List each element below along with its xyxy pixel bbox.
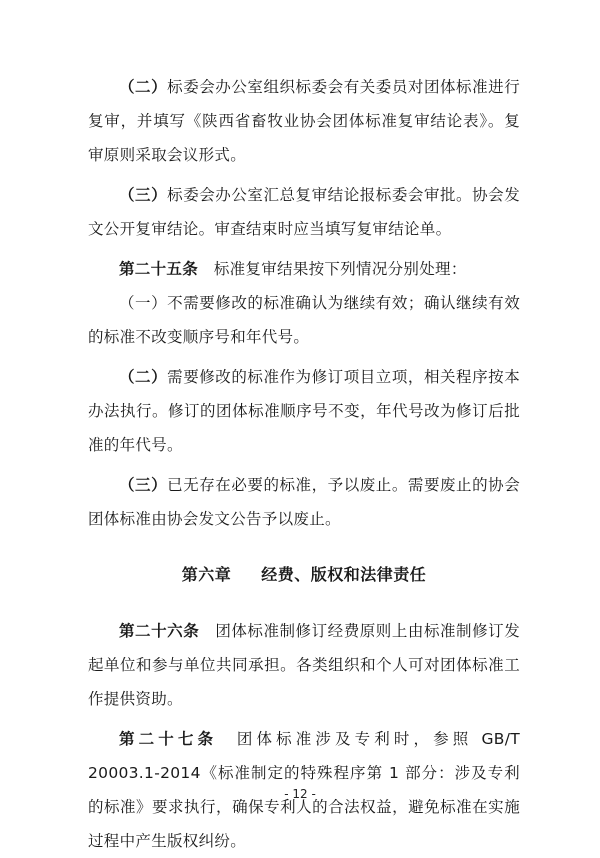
paragraph-text: 标委会办公室组织标委会有关委员对团体标准进行复审，并填写《陕西省畜牧业协会团体标准复审结论表》。复审原则采取会议形式。 — [88, 78, 520, 164]
item-text: 不需要修改的标准确认为继续有效；确认继续有效的标准不改变顺序号和年代号。 — [88, 294, 520, 346]
item-prefix: （三） — [119, 476, 168, 494]
item-text: 已无存在必要的标准，予以废止。需要废止的协会团体标准由协会发文公告予以废止。 — [88, 476, 520, 528]
chapter-title: 经费、版权和法律责任 — [261, 565, 427, 584]
article-25-item-3 — [88, 468, 520, 536]
paragraph-review-summary — [88, 178, 520, 246]
paragraph-text: 标委会办公室汇总复审结论报标委会审批。协会发文公开复审结论。审查结束时应当填写复审结论单。 — [88, 186, 520, 238]
item-text: 需要修改的标准作为修订项目立项，相关程序按本办法执行。修订的团体标准顺序号不变，年代号改为修订后批准的年代号。 — [88, 368, 520, 454]
item-prefix: （三） — [119, 186, 168, 204]
document-body — [88, 70, 520, 858]
item-prefix: （二） — [119, 368, 168, 386]
page-number: - 12 - — [284, 787, 316, 801]
article-title: 第二十六条 — [119, 622, 200, 640]
item-prefix: （二） — [119, 78, 168, 96]
article-text: 团体标准制修订经费原则上由标准制修订发起单位和参与单位共同承担。各类组织和个人可对团体标准工作提供资助。 — [88, 622, 520, 708]
item-prefix: （一） — [119, 294, 168, 312]
chapter-heading — [88, 558, 520, 592]
article-text: 标准复审结果按下列情况分别处理： — [213, 260, 467, 278]
article-25-item-1 — [88, 286, 520, 354]
article-title: 第二十五条 — [119, 260, 199, 278]
article-26 — [88, 614, 520, 716]
article-25 — [88, 252, 520, 286]
chapter-number: 第六章 — [181, 565, 232, 584]
article-title: 第二十七条 — [119, 730, 218, 748]
article-25-item-2 — [88, 360, 520, 462]
paragraph-review-organize — [88, 70, 520, 172]
article-text: 团体标准涉及专利时，参照 GB/T 20003.1-2014《标准制定的特殊程序第 1 部分：涉及专利的标准》要求执行，确保专利人的合法权益，避免标准在实施过程中产生版权纠纷。 — [88, 730, 520, 850]
